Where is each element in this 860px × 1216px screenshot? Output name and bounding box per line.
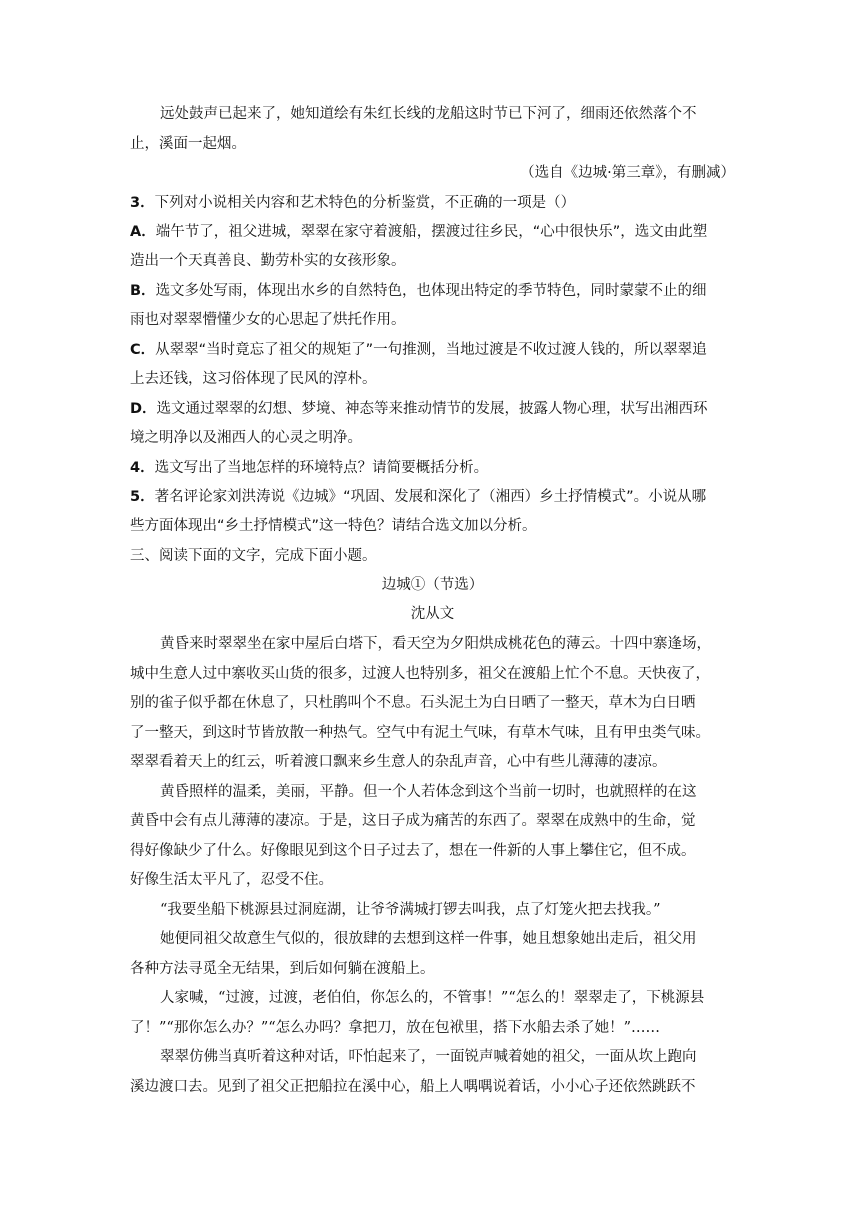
- passage1-line: 远处鼓声已起来了，她知道绘有朱红长线的龙船这时节已下河了，细雨还依然落个不: [160, 106, 697, 122]
- option-b: [130, 281, 735, 301]
- option-a: [130, 222, 735, 242]
- passage2-line: 好像生活太平凡了，忍受不住。: [130, 872, 333, 888]
- option-d: [130, 399, 735, 419]
- option-letter: B．: [130, 283, 156, 299]
- question-text: 选文写出了当地怎样的环境特点？请简要概括分析。: [154, 460, 489, 476]
- passage2-line: 翠翠仿佛当真听着这种对话，吓怕起来了，一面锐声喊着她的祖父，一面从坎上跑向: [160, 1049, 697, 1065]
- option-text: 端午节了，祖父进城，翠翠在家守着渡船，摆渡过往乡民，“心中很快乐”，选文由此塑: [155, 224, 708, 240]
- section-heading: 三、阅读下面的文字，完成下面小题。: [130, 548, 377, 564]
- passage2-line: 各种方法寻觅全无结果，到后如何躺在渡船上。: [130, 961, 435, 977]
- option-b-cont: 雨也对翠翠懵懂少女的心思起了烘托作用。: [130, 312, 406, 328]
- option-c: [130, 340, 735, 360]
- passage2-line: 了一整天，到这时节皆放散一种热气。空气中有泥土气味，有草木气味，且有甲虫类气味。: [130, 725, 710, 741]
- question-4: [130, 458, 735, 478]
- question-5: [130, 487, 735, 507]
- passage2-line: 黄昏照样的温柔，美丽，平静。但一个人若体念到这个当前一切时，也就照样的在这: [160, 784, 697, 800]
- question-number: 3．: [130, 195, 155, 211]
- question-3: [130, 193, 735, 213]
- passage-author: 沈从文: [410, 606, 455, 622]
- option-c-cont: 上去还钱，这习俗体现了民风的淳朴。: [130, 371, 377, 387]
- option-text: 选文多处写雨，体现出水乡的自然特色，也体现出特定的季节特色，同时蒙蒙不止的细: [155, 283, 707, 299]
- passage2-line: 别的雀子似乎都在休息了，只杜鹃叫个不息。石头泥土为白日晒了一整天，草木为白日晒: [130, 695, 696, 711]
- passage1-source: （选自《边城·第三章》，有删减）: [520, 165, 735, 181]
- passage2-line: 城中生意人过中寨收买山货的很多，过渡人也特别多，祖父在渡船上忙个不息。天快夜了，: [130, 666, 710, 682]
- passage2-line: 翠翠看着天上的红云，听着渡口飘来乡生意人的杂乱声音，心中有些儿薄薄的凄凉。: [130, 754, 667, 770]
- question-number: 4．: [130, 460, 155, 476]
- question-text: 下列对小说相关内容和艺术特色的分析鉴赏，不正确的一项是（）: [154, 195, 576, 211]
- passage1-line: 止，溪面一起烟。: [130, 136, 246, 152]
- passage-title: 边城①（节选）: [381, 577, 484, 593]
- passage2-line: 黄昏中会有点儿薄薄的凄凉。于是，这日子成为痛苦的东西了。翠翠在成熟中的生命，觉: [130, 813, 696, 829]
- passage2-line: 黄昏来时翠翠坐在家中屋后白塔下，看天空为夕阳烘成桃花色的薄云。十四中寨逢场，: [160, 636, 711, 652]
- option-d-cont: 境之明净以及湘西人的心灵之明净。: [130, 430, 362, 446]
- option-text: 选文通过翠翠的幻想、梦境、神态等来推动情节的发展，披露人物心理，状写出湘西环: [156, 401, 708, 417]
- passage2-line: 了！”“那你怎么办？”“怎么办吗？拿把刀，放在包袱里，搭下水船去杀了她！”……: [130, 1020, 661, 1036]
- question-number: 5．: [130, 489, 155, 505]
- option-letter: C．: [130, 342, 156, 358]
- passage2-line: 得好像缺少了什么。好像眼见到这个日子过去了，想在一件新的人事上攀住它，但不成。: [130, 843, 696, 859]
- option-text: 从翠翠“当时竟忘了祖父的规矩了”一句推测，当地过渡是不收过渡人钱的，所以翠翠追: [155, 342, 707, 358]
- passage2-line: “我要坐船下桃源县过洞庭湖，让爷爷满城打锣去叫我，点了灯笼火把去找我。”: [160, 902, 661, 918]
- passage2-line: 人家喊，“过渡，过渡，老伯伯，你怎么的，不管事！”“怎么的！翠翠走了，下桃源县: [160, 990, 705, 1006]
- question-text: 著名评论家刘洪涛说《边城》“巩固、发展和深化了（湘西）乡土抒情模式”。小说从哪: [154, 489, 707, 505]
- passage2-line: 她便同祖父故意生气似的，很放肆的去想到这样一件事，她且想象她出走后，祖父用: [160, 931, 697, 947]
- question-5-cont: 些方面体现出“乡土抒情模式”这一特色？请结合选文加以分析。: [130, 518, 537, 534]
- option-a-cont: 造出一个天真善良、勤劳朴实的女孩形象。: [130, 253, 406, 269]
- passage2-line: 溪边渡口去。见到了祖父正把船拉在溪中心，船上人喁喁说着话，小小心子还依然跳跃不: [130, 1079, 696, 1095]
- option-letter: D．: [130, 401, 157, 417]
- option-letter: A．: [130, 224, 156, 240]
